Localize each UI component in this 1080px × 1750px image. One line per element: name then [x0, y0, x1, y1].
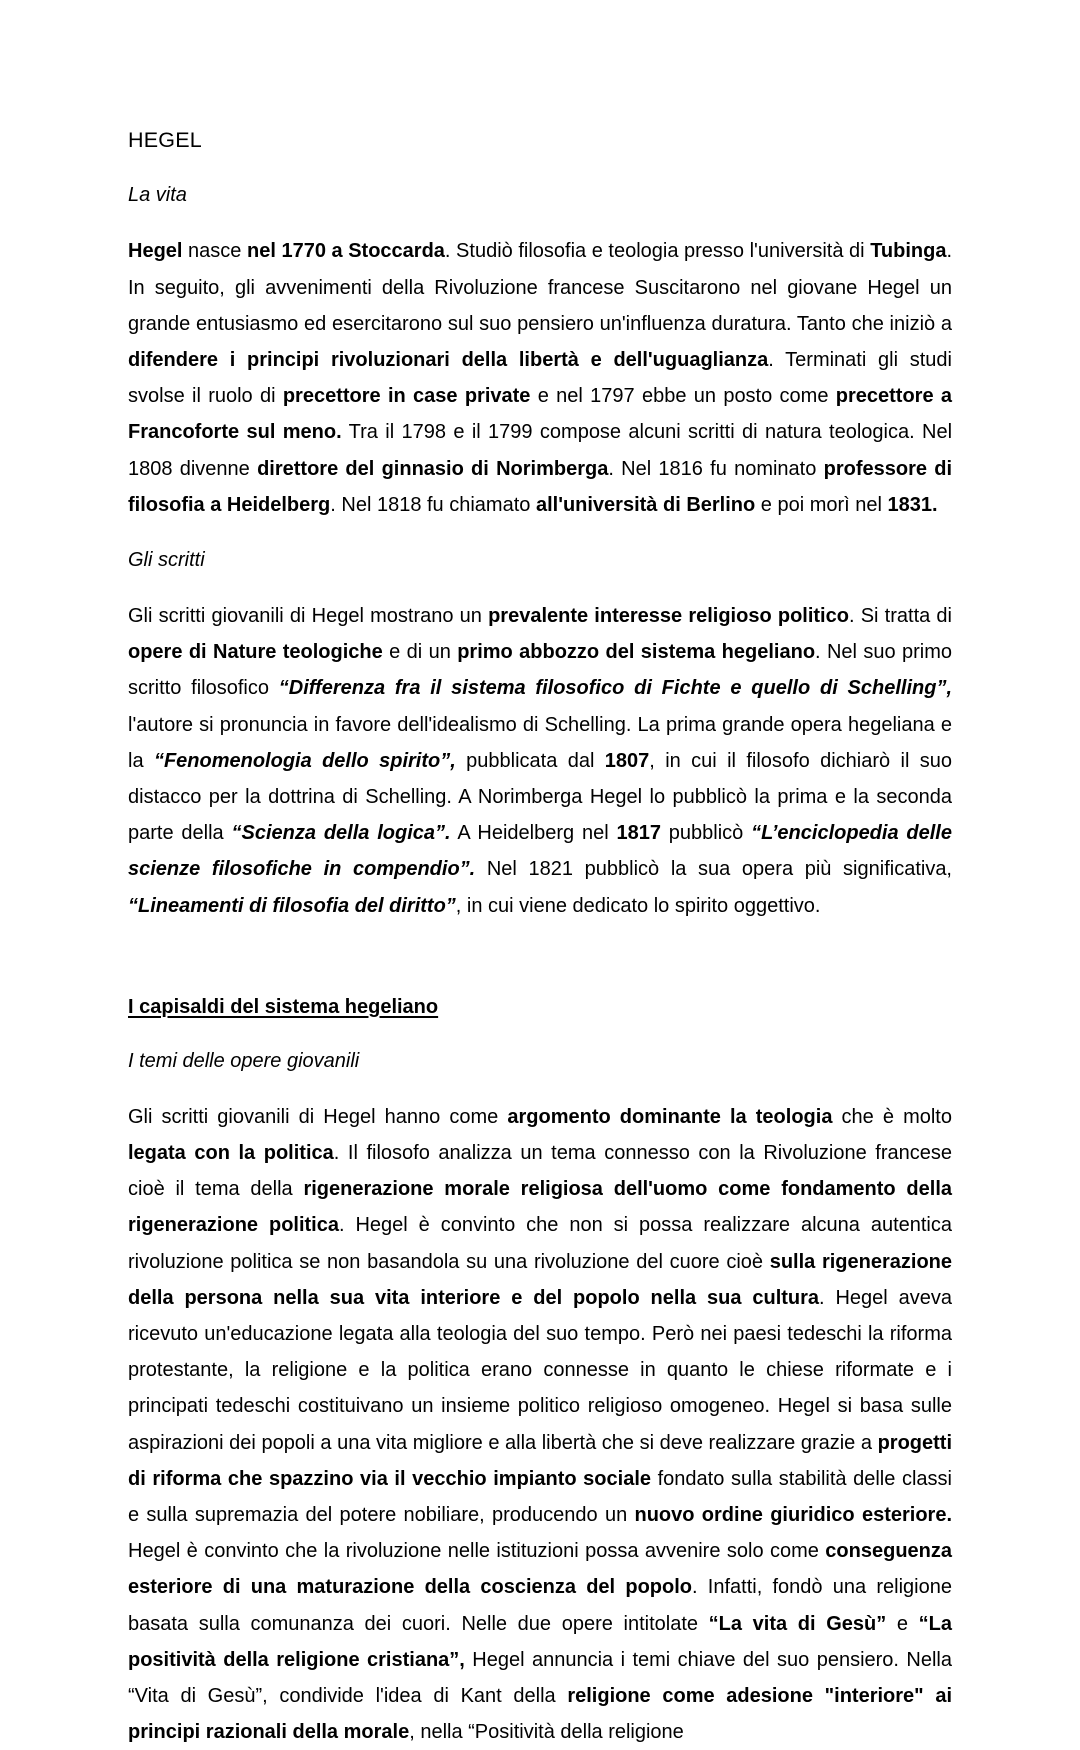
emphasis-bold: religione come adesione "interiore" ai principi razionali della morale	[128, 1685, 953, 1744]
emphasis-bold: “La positività della religione cristiana”,	[128, 1612, 952, 1671]
emphasis-bold: precettore a Francoforte sul meno.	[128, 385, 953, 444]
emphasis-bold: primo abbozzo del sistema hegeliano	[457, 641, 816, 664]
emphasis-bold: sulla rigenerazione della persona nella sua vita interiore e del popolo nella sua cultura	[128, 1250, 953, 1309]
emphasis-bold: progetti di riforma che spazzino via il vecchio impianto sociale	[128, 1431, 952, 1490]
emphasis-bold: Hegel	[128, 240, 183, 263]
emphasis-bold: nel 1770 a Stoccarda	[246, 240, 445, 263]
emphasis-bold-italic: “L’enciclopedia delle scienze filosofiche in compendio”.	[128, 822, 952, 881]
section-heading-capisaldi: I capisaldi del sistema hegeliano	[128, 995, 439, 1018]
document-content	[128, 183, 952, 1750]
paragraph-p-vita: Hegel nasce nel 1770 a Stoccarda. Studiò filosofia e teologia presso l'università di Tubinga. In seguito, gli avvenimenti della Rivoluzione francese Suscitarono nel giovane Hegel un grande entusiasmo ed esercitarono sul suo pensiero un'influenza duratura. Tanto che iniziò a difendere i principi rivoluzionari della libertà e dell'uguaglianza. Terminati gli studi svolse il ruolo di precettore in case private e nel 1797 ebbe un posto come precettore a Francoforte sul meno. Tra il 1798 e il 1799 compose alcuni scritti di natura teologica. Nel 1808 divenne direttore del ginnasio di Norimberga. Nel 1816 fu nominato professore di filosofia a Heidelberg. Nel 1818 fu chiamato all'università di Berlino e poi morì nel 1831.	[128, 240, 953, 516]
emphasis-bold: all'università di Berlino	[535, 493, 756, 516]
emphasis-bold-italic: “Differenza fra il sistema filosofico di Fichte e quello di Schelling”,	[278, 677, 953, 700]
emphasis-bold-italic: “Lineamenti di filosofia del diritto”	[128, 894, 456, 917]
emphasis-bold: nuovo ordine giuridico esteriore.	[634, 1504, 952, 1527]
emphasis-bold: 1807	[604, 749, 650, 772]
emphasis-bold-italic: “Fenomenologia dello spirito”,	[153, 749, 456, 772]
emphasis-bold: legata con la politica	[128, 1142, 334, 1165]
emphasis-bold: rigenerazione morale religiosa dell'uomo come fondamento della rigenerazione politica	[128, 1178, 952, 1237]
document-body	[128, 128, 952, 1750]
section-heading-la-vita: La vita	[128, 184, 187, 207]
section-subheading-capisaldi: I temi delle opere giovanili	[128, 1049, 360, 1072]
emphasis-bold: “La vita di Gesù”	[708, 1612, 887, 1635]
paragraph-p-temi: Gli scritti giovanili di Hegel hanno come argomento dominante la teologia che è molto legata con la politica. Il filosofo analizza un tema connesso con la Rivoluzione francese cioè il tema della rigenerazione morale religiosa dell'uomo come fondamento della rigenerazione politica. Hegel è convinto che non si possa realizzare alcuna autentica rivoluzione politica se non basandola su una rivoluzione del cuore cioè sulla rigenerazione della persona nella sua vita interiore e del popolo nella sua cultura. Hegel aveva ricevuto un'educazione legata alla teologia del suo tempo. Però nei paesi tedeschi la riforma protestante, la religione e la politica erano connesse in quanto le chiese riformate e i principati tedeschi costituivano un insieme politico religioso omogeneo. Hegel si basa sulle aspirazioni dei popoli a una vita migliore e alla libertà che si deve realizzare grazie a progetti di riforma che spazzino via il vecchio impianto sociale fondato sulla stabilità delle classi e sulla supremazia del potere nobiliare, producendo un nuovo ordine giuridico esteriore. Hegel è convinto che la rivoluzione nelle istituzioni possa avvenire solo come conseguenza esteriore di una maturazione della coscienza del popolo. Infatti, fondò una religione basata sulla comunanza dei cuori. Nelle due opere intitolate “La vita di Gesù” e “La positività della religione cristiana”, Hegel annuncia i temi chiave del suo pensiero. Nella “Vita di Gesù”, condivide l'idea di Kant della religione come adesione "interiore" ai principi razionali della morale, nella “Positività della religione	[128, 1105, 953, 1744]
emphasis-bold: professore di filosofia a Heidelberg	[128, 457, 953, 516]
emphasis-bold: opere di Nature teologiche	[128, 641, 383, 664]
paragraph-p-scritti: Gli scritti giovanili di Hegel mostrano un prevalente interesse religioso politico. Si tratta di opere di Nature teologiche e di un primo abbozzo del sistema hegeliano. Nel suo primo scritto filosofico “Differenza fra il sistema filosofico di Fichte e quello di Schelling”, l'autore si pronuncia in favore dell'idealismo di Schelling. La prima grande opera hegeliana e la “Fenomenologia dello spirito”, pubblicata dal 1807, in cui il filosofo dichiarò il suo distacco per la dottrina di Schelling. A Norimberga Hegel lo pubblicò la prima e la seconda parte della “Scienza della logica”. A Heidelberg nel 1817 pubblicò “L’enciclopedia delle scienze filosofiche in compendio”. Nel 1821 pubblicò la sua opera più significativa, “Lineamenti di filosofia del diritto”, in cui viene dedicato lo spirito oggettivo.	[128, 604, 953, 917]
emphasis-bold-italic: “Scienza della logica”.	[231, 822, 451, 845]
emphasis-bold: 1817	[616, 822, 661, 845]
emphasis-bold: conseguenza esteriore di una maturazione della coscienza del popolo	[128, 1540, 952, 1599]
emphasis-bold: difendere i principi rivoluzionari della libertà e dell'uguaglianza	[128, 348, 769, 371]
emphasis-bold: prevalente interesse religioso politico	[488, 604, 849, 627]
emphasis-bold: Tubinga	[870, 240, 947, 263]
section-heading-gli-scritti: Gli scritti	[128, 548, 205, 571]
page-title: HEGEL	[128, 128, 202, 152]
emphasis-bold: 1831.	[887, 493, 938, 516]
section-spacer	[128, 949, 952, 995]
emphasis-bold: precettore in case private	[282, 385, 531, 408]
emphasis-bold: direttore del ginnasio di Norimberga	[257, 457, 609, 480]
emphasis-bold: argomento dominante la teologia	[507, 1105, 833, 1128]
